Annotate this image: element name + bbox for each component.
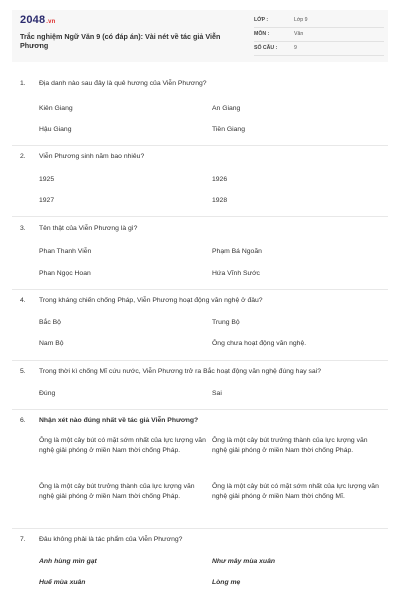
question-6 xyxy=(12,417,388,529)
answer-option[interactable]: Anh hùng mìn gạt xyxy=(39,558,97,565)
question-3 xyxy=(12,225,388,290)
answer-option[interactable]: Như mây mùa xuân xyxy=(212,558,276,565)
question-text: Trong thời kì chống Mĩ cứu nước, Viễn Phương trở ra Bắc hoạt động văn nghệ đúng hay sai? xyxy=(39,368,321,375)
question-number: 5. xyxy=(20,368,26,375)
quiz-meta xyxy=(254,14,384,56)
meta-question-count: SỐ CÂU : 9 xyxy=(254,42,384,56)
meta-subject: MÔN : Văn xyxy=(254,28,384,42)
meta-grade: LỚP : Lớp 9 xyxy=(254,14,384,28)
answer-option[interactable]: 1927 xyxy=(39,197,55,204)
answer-option[interactable]: Ông chưa hoạt động văn nghệ. xyxy=(212,340,307,347)
answer-option[interactable]: An Giang xyxy=(212,105,241,112)
answer-option[interactable]: Sai xyxy=(212,390,222,397)
answer-option[interactable]: Hậu Giang xyxy=(39,126,72,133)
page-title: Trắc nghiệm Ngữ Văn 9 (có đáp án): Vài nét về tác giả Viễn Phương xyxy=(20,32,221,50)
question-text: Đâu không phải là tác phẩm của Viễn Phương? xyxy=(39,536,183,543)
answer-option[interactable]: Đúng xyxy=(39,390,56,397)
answer-option[interactable]: Tiền Giang xyxy=(212,126,245,133)
question-7 xyxy=(12,536,388,598)
question-2 xyxy=(12,153,388,217)
answer-option[interactable]: Trung Bộ xyxy=(212,319,240,326)
answer-option[interactable]: Ông là một cây bút có mặt sớm nhất của lực lượng văn nghệ giải phóng ở miền Nam thời chống Mĩ. xyxy=(212,483,379,500)
site-logo[interactable]: 2048.vn xyxy=(20,14,56,26)
question-number: 7. xyxy=(20,536,26,543)
answer-option[interactable]: Lòng mẹ xyxy=(212,579,241,586)
answer-option[interactable]: 1928 xyxy=(212,197,228,204)
answer-option[interactable]: Phan Thanh Viễn xyxy=(39,248,92,255)
quiz-header xyxy=(12,10,388,62)
answer-option[interactable]: 1926 xyxy=(212,176,228,183)
answer-option[interactable]: Nam Bộ xyxy=(39,340,64,347)
question-number: 4. xyxy=(20,297,26,304)
answer-option[interactable]: Huế mùa xuân xyxy=(39,579,86,586)
question-number: 1. xyxy=(20,80,26,87)
question-number: 2. xyxy=(20,153,26,160)
answer-option[interactable]: Phạm Bá Ngoãn xyxy=(212,248,262,255)
question-1 xyxy=(12,80,388,146)
answer-option[interactable]: Ông là một cây bút trưởng thành của lực lượng văn nghệ giải phóng ở miền Nam thời chống Pháp. xyxy=(39,483,195,500)
question-text: Địa danh nào sau đây là quê hương của Viễn Phương? xyxy=(39,80,207,87)
answer-option[interactable]: Hứa Vĩnh Sước xyxy=(212,270,260,277)
answer-option[interactable]: 1925 xyxy=(39,176,55,183)
question-5 xyxy=(12,368,388,410)
answer-option[interactable]: Bắc Bộ xyxy=(39,319,61,326)
question-text: Viễn Phương sinh năm bao nhiêu? xyxy=(39,153,145,160)
answer-option[interactable]: Kiên Giang xyxy=(39,105,73,112)
question-text: Nhận xét nào đúng nhất về tác giả Viễn Phương? xyxy=(39,417,199,424)
question-text: Tên thật của Viễn Phương là gì? xyxy=(39,225,138,232)
question-text: Trong kháng chiến chống Pháp, Viễn Phương hoạt động văn nghệ ở đâu? xyxy=(39,297,263,304)
answer-option[interactable]: Ông là một cây bút có mặt sớm nhất của lực lượng văn nghệ giải phóng ở miền Nam thời chống Pháp. xyxy=(39,437,206,454)
answer-option[interactable]: Ông là một cây bút trưởng thành của lực lượng văn nghệ giải phóng ở miền Nam thời chống Pháp. xyxy=(212,437,368,454)
question-number: 3. xyxy=(20,225,26,232)
question-number: 6. xyxy=(20,417,26,424)
answer-option[interactable]: Phan Ngọc Hoan xyxy=(39,270,91,277)
question-4 xyxy=(12,297,388,361)
